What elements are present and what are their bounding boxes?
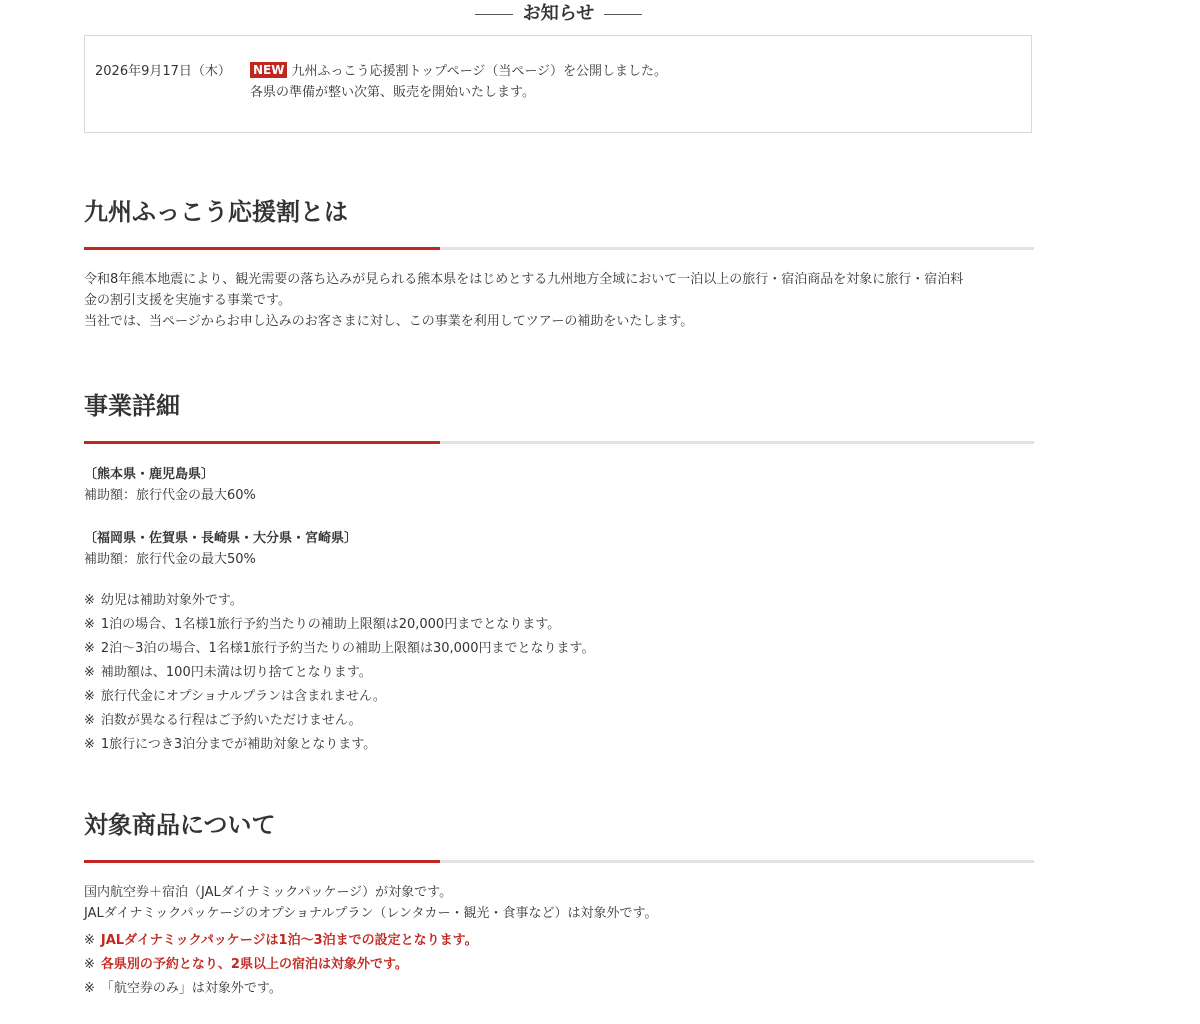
- note-mark: ※: [84, 593, 95, 608]
- note-item: [84, 661, 1034, 685]
- heading-dash-right: [604, 14, 642, 15]
- prefecture-group-subsidy: 補助額：旅行代金の最大50%: [84, 552, 256, 567]
- note-mark: ※: [84, 737, 95, 752]
- new-badge: NEW: [250, 62, 287, 78]
- note-text: 補助額は、100円未満は切り捨てとなります。: [100, 665, 372, 680]
- heading-dash-left: [475, 14, 513, 15]
- notice-heading-text: お知らせ: [522, 3, 595, 24]
- important-note-text: JALダイナミックパッケージは1泊〜3泊までの設定となります。: [100, 933, 478, 948]
- notice-box: [84, 35, 1032, 133]
- products-notes: [84, 929, 1034, 1001]
- note-mark: ※: [84, 957, 95, 972]
- products-line: 国内航空券＋宿泊（JALダイナミックパッケージ）が対象です。: [84, 885, 453, 900]
- notice-line-2: 各県の準備が整い次第、販売を開始いたします。: [250, 85, 535, 100]
- note-mark: ※: [84, 665, 95, 680]
- about-title: 九州ふっこう応援割とは: [84, 198, 348, 226]
- section-rule: [84, 247, 1034, 250]
- important-note-text: 各県別の予約となり、2県以上の宿泊は対象外です。: [100, 957, 408, 972]
- details-title: 事業詳細: [84, 392, 180, 420]
- prefecture-group: [84, 528, 1034, 570]
- note-item: [84, 589, 1034, 613]
- products-line: JALダイナミックパッケージのオプショナルプラン（レンタカー・観光・食事など）は対象外です。: [84, 906, 658, 921]
- about-text: [84, 269, 1034, 332]
- note-text: 「航空券のみ」は対象外です。: [100, 981, 282, 996]
- note-mark: ※: [84, 981, 95, 996]
- prefecture-group: [84, 464, 1034, 506]
- about-line: 金の割引支援を実施する事業です。: [84, 293, 291, 308]
- important-note-item: [84, 929, 1034, 953]
- note-item: [84, 709, 1034, 733]
- prefecture-group-title: 〔福岡県・佐賀県・長崎県・大分県・宮崎県〕: [84, 531, 358, 546]
- note-text: 幼児は補助対象外です。: [100, 593, 243, 608]
- products-title: 対象商品について: [84, 811, 276, 839]
- section-rule-accent: [84, 441, 440, 444]
- notice-line-1: [250, 61, 667, 82]
- note-item: [84, 977, 1034, 1001]
- note-mark: ※: [84, 933, 95, 948]
- note-item: [84, 685, 1034, 709]
- details-notes: [84, 589, 1034, 757]
- notice-date: 2026年9月17日（木）: [95, 64, 231, 79]
- note-text: 1泊の場合、1名様1旅行予約当たりの補助上限額は20,000円までとなります。: [100, 617, 561, 632]
- section-rule: [84, 860, 1034, 863]
- section-rule-accent: [84, 247, 440, 250]
- note-mark: ※: [84, 713, 95, 728]
- note-text: 1旅行につき3泊分までが補助対象となります。: [100, 737, 377, 752]
- important-note-item: [84, 953, 1034, 977]
- notice-text-1: 九州ふっこう応援割トップページ（当ページ）を公開しました。: [291, 64, 668, 79]
- details-section: [84, 389, 1034, 757]
- note-text: 旅行代金にオプショナルプランは含まれません。: [100, 689, 386, 704]
- note-mark: ※: [84, 617, 95, 632]
- note-item: [84, 733, 1034, 757]
- about-line: 令和8年熊本地震により、観光需要の落ち込みが見られる熊本県をはじめとする九州地方全域において一泊以上の旅行・宿泊商品を対象に旅行・宿泊料: [84, 272, 964, 287]
- note-item: [84, 637, 1034, 661]
- section-rule-accent: [84, 860, 440, 863]
- products-section: [84, 808, 1034, 1001]
- prefecture-group-subsidy: 補助額：旅行代金の最大60%: [84, 488, 256, 503]
- note-mark: ※: [84, 689, 95, 704]
- note-item: [84, 613, 1034, 637]
- note-text: 泊数が異なる行程はご予約いただけません。: [100, 713, 362, 728]
- about-section: [84, 195, 1034, 332]
- prefecture-group-title: 〔熊本県・鹿児島県〕: [84, 467, 215, 482]
- notice-heading: [0, 2, 1117, 26]
- products-text: [84, 882, 1034, 924]
- note-mark: ※: [84, 641, 95, 656]
- note-text: 2泊〜3泊の場合、1名様1旅行予約当たりの補助上限額は30,000円までとなります。: [100, 641, 595, 656]
- notice-body: [250, 61, 667, 103]
- about-line: 当社では、当ページからお申し込みのお客さまに対し、この事業を利用してツアーの補助をいたします。: [84, 314, 694, 329]
- section-rule: [84, 441, 1034, 444]
